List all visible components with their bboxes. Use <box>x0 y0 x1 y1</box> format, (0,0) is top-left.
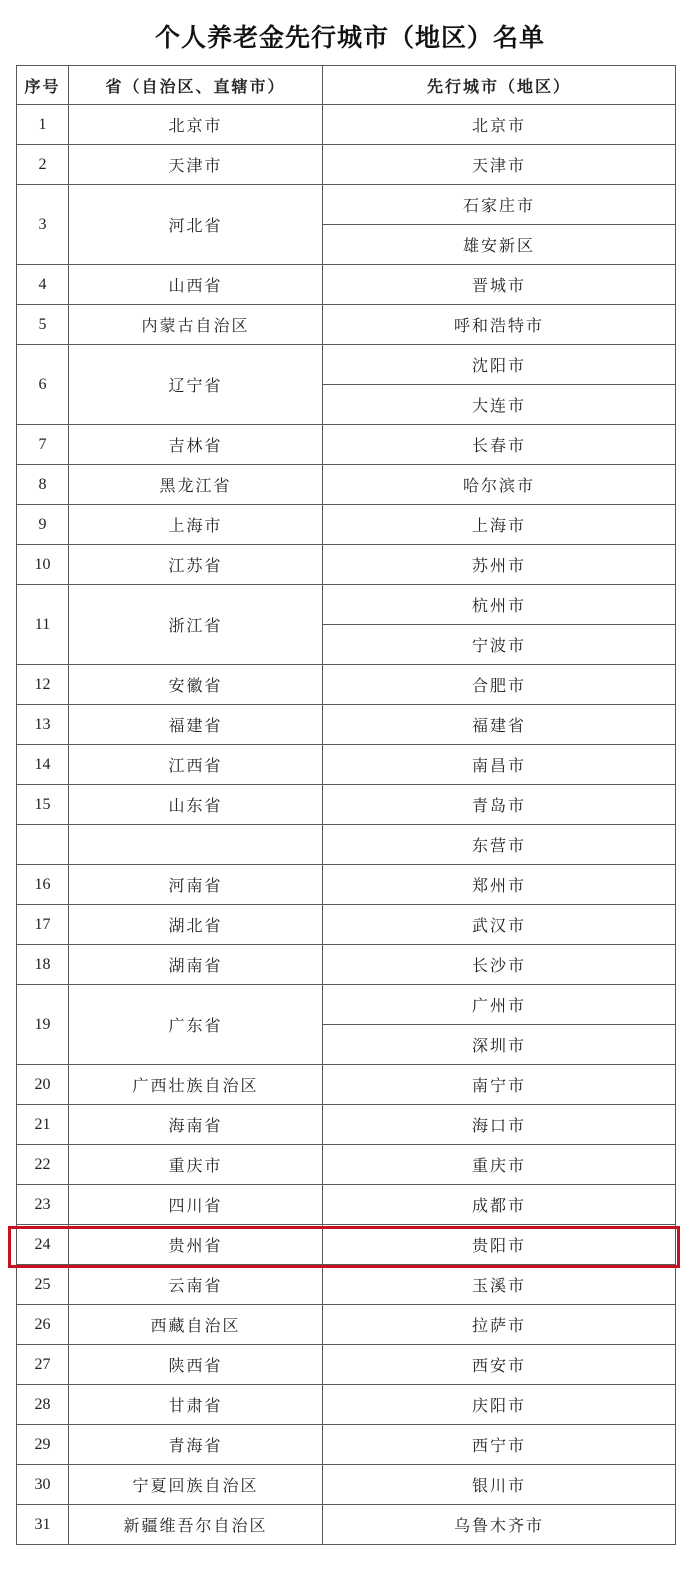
table-row <box>17 945 676 985</box>
pilot-city-cell: 福建省 <box>323 705 676 745</box>
table-row <box>17 665 676 705</box>
province-cell <box>69 825 323 865</box>
pilot-city-cell: 武汉市 <box>323 905 676 945</box>
table-row <box>17 905 676 945</box>
table-row <box>17 465 676 505</box>
page-title: 个人养老金先行城市（地区）名单 <box>154 23 545 52</box>
header-pilot-city: 先行城市（地区） <box>323 66 676 105</box>
serial-number-cell: 10 <box>17 545 69 585</box>
province-cell: 江苏省 <box>69 545 323 585</box>
province-cell: 内蒙古自治区 <box>69 305 323 345</box>
pilot-city-cell: 天津市 <box>323 145 676 185</box>
province-cell: 天津市 <box>69 145 323 185</box>
serial-number-cell: 18 <box>17 945 69 985</box>
pilot-city-cell: 银川市 <box>323 1465 676 1505</box>
pilot-city-cell: 庆阳市 <box>323 1385 676 1425</box>
serial-number-cell: 17 <box>17 905 69 945</box>
table-row <box>17 1065 676 1105</box>
pilot-city-cell: 玉溪市 <box>323 1265 676 1305</box>
serial-number-cell: 19 <box>17 985 69 1065</box>
serial-number-cell: 12 <box>17 665 69 705</box>
province-cell: 辽宁省 <box>69 345 323 425</box>
pilot-city-cell: 西宁市 <box>323 1425 676 1465</box>
province-cell: 海南省 <box>69 1105 323 1145</box>
pilot-city-cell: 长春市 <box>323 425 676 465</box>
serial-number-cell: 9 <box>17 505 69 545</box>
table-row <box>17 345 676 385</box>
table-row <box>17 265 676 305</box>
province-cell: 四川省 <box>69 1185 323 1225</box>
serial-number-cell: 5 <box>17 305 69 345</box>
province-cell: 山西省 <box>69 265 323 305</box>
pilot-city-cell: 广州市 <box>323 985 676 1025</box>
table-row <box>17 705 676 745</box>
serial-number-cell: 4 <box>17 265 69 305</box>
pilot-city-cell: 长沙市 <box>323 945 676 985</box>
province-cell: 新疆维吾尔自治区 <box>69 1505 323 1545</box>
serial-number-cell: 29 <box>17 1425 69 1465</box>
table-row <box>17 105 676 145</box>
province-cell: 河北省 <box>69 185 323 265</box>
pilot-city-cell: 上海市 <box>323 505 676 545</box>
province-cell: 西藏自治区 <box>69 1305 323 1345</box>
serial-number-cell: 28 <box>17 1385 69 1425</box>
table-row <box>17 825 676 865</box>
serial-number-cell: 22 <box>17 1145 69 1185</box>
serial-number-cell: 25 <box>17 1265 69 1305</box>
pilot-city-cell: 南宁市 <box>323 1065 676 1105</box>
pilot-city-cell: 深圳市 <box>323 1025 676 1065</box>
serial-number-cell: 21 <box>17 1105 69 1145</box>
province-cell: 贵州省 <box>69 1225 323 1265</box>
pilot-city-cell: 沈阳市 <box>323 345 676 385</box>
table-row <box>17 1465 676 1505</box>
pilot-city-cell: 杭州市 <box>323 585 676 625</box>
province-cell: 甘肃省 <box>69 1385 323 1425</box>
pilot-city-cell: 青岛市 <box>323 785 676 825</box>
pilot-city-cell: 贵阳市 <box>323 1225 676 1265</box>
pilot-city-cell: 东营市 <box>323 825 676 865</box>
table-row <box>17 1225 676 1265</box>
pilot-city-cell: 苏州市 <box>323 545 676 585</box>
serial-number-cell: 2 <box>17 145 69 185</box>
serial-number-cell: 14 <box>17 745 69 785</box>
province-cell: 浙江省 <box>69 585 323 665</box>
serial-number-cell: 6 <box>17 345 69 425</box>
pilot-city-cell: 合肥市 <box>323 665 676 705</box>
province-cell: 江西省 <box>69 745 323 785</box>
serial-number-cell: 31 <box>17 1505 69 1545</box>
serial-number-cell: 8 <box>17 465 69 505</box>
province-cell: 吉林省 <box>69 425 323 465</box>
serial-number-cell: 27 <box>17 1345 69 1385</box>
pilot-city-cell: 西安市 <box>323 1345 676 1385</box>
pilot-city-cell: 晋城市 <box>323 265 676 305</box>
pilot-city-cell: 南昌市 <box>323 745 676 785</box>
province-cell: 广西壮族自治区 <box>69 1065 323 1105</box>
table-body <box>17 105 676 1545</box>
table-row <box>17 305 676 345</box>
province-cell: 福建省 <box>69 705 323 745</box>
header-serial-number: 序号 <box>17 66 69 105</box>
province-cell: 湖北省 <box>69 905 323 945</box>
serial-number-cell: 16 <box>17 865 69 905</box>
header-province: 省（自治区、直辖市） <box>69 66 323 105</box>
serial-number-cell: 1 <box>17 105 69 145</box>
table-row <box>17 425 676 465</box>
province-cell: 宁夏回族自治区 <box>69 1465 323 1505</box>
pilot-city-cell: 成都市 <box>323 1185 676 1225</box>
pilot-city-cell: 石家庄市 <box>323 185 676 225</box>
table-row <box>17 745 676 785</box>
province-cell: 广东省 <box>69 985 323 1065</box>
province-cell: 北京市 <box>69 105 323 145</box>
pilot-city-cell: 呼和浩特市 <box>323 305 676 345</box>
serial-number-cell: 3 <box>17 185 69 265</box>
province-cell: 云南省 <box>69 1265 323 1305</box>
table-row <box>17 1345 676 1385</box>
table-row <box>17 865 676 905</box>
table-row <box>17 985 676 1025</box>
serial-number-cell: 13 <box>17 705 69 745</box>
province-cell: 安徽省 <box>69 665 323 705</box>
pilot-city-cell: 哈尔滨市 <box>323 465 676 505</box>
province-cell: 上海市 <box>69 505 323 545</box>
pilot-city-cell: 宁波市 <box>323 625 676 665</box>
province-cell: 湖南省 <box>69 945 323 985</box>
table-header-row <box>17 66 676 105</box>
pilot-city-cell: 重庆市 <box>323 1145 676 1185</box>
table-row <box>17 1145 676 1185</box>
table-row <box>17 1425 676 1465</box>
serial-number-cell: 11 <box>17 585 69 665</box>
table-row <box>17 1105 676 1145</box>
serial-number-cell: 26 <box>17 1305 69 1345</box>
serial-number-cell: 20 <box>17 1065 69 1105</box>
table-row <box>17 185 676 225</box>
serial-number-cell: 24 <box>17 1225 69 1265</box>
province-cell: 陕西省 <box>69 1345 323 1385</box>
table-row <box>17 545 676 585</box>
table-row <box>17 1505 676 1545</box>
province-cell: 山东省 <box>69 785 323 825</box>
pilot-cities-table <box>16 65 676 1545</box>
pilot-city-cell: 大连市 <box>323 385 676 425</box>
serial-number-cell: 7 <box>17 425 69 465</box>
table-row <box>17 1185 676 1225</box>
province-cell: 河南省 <box>69 865 323 905</box>
province-cell: 青海省 <box>69 1425 323 1465</box>
province-cell: 重庆市 <box>69 1145 323 1185</box>
serial-number-cell <box>17 825 69 865</box>
pilot-city-cell: 拉萨市 <box>323 1305 676 1345</box>
province-cell: 黑龙江省 <box>69 465 323 505</box>
pilot-city-cell: 雄安新区 <box>323 225 676 265</box>
pilot-city-cell: 北京市 <box>323 105 676 145</box>
table-row <box>17 1385 676 1425</box>
pilot-city-cell: 海口市 <box>323 1105 676 1145</box>
table-row <box>17 1305 676 1345</box>
table-row <box>17 505 676 545</box>
table-row <box>17 1265 676 1305</box>
table-row <box>17 585 676 625</box>
table-row <box>17 785 676 825</box>
pilot-city-cell: 郑州市 <box>323 865 676 905</box>
serial-number-cell: 30 <box>17 1465 69 1505</box>
serial-number-cell: 15 <box>17 785 69 825</box>
table-row <box>17 145 676 185</box>
pilot-city-cell: 乌鲁木齐市 <box>323 1505 676 1545</box>
serial-number-cell: 23 <box>17 1185 69 1225</box>
